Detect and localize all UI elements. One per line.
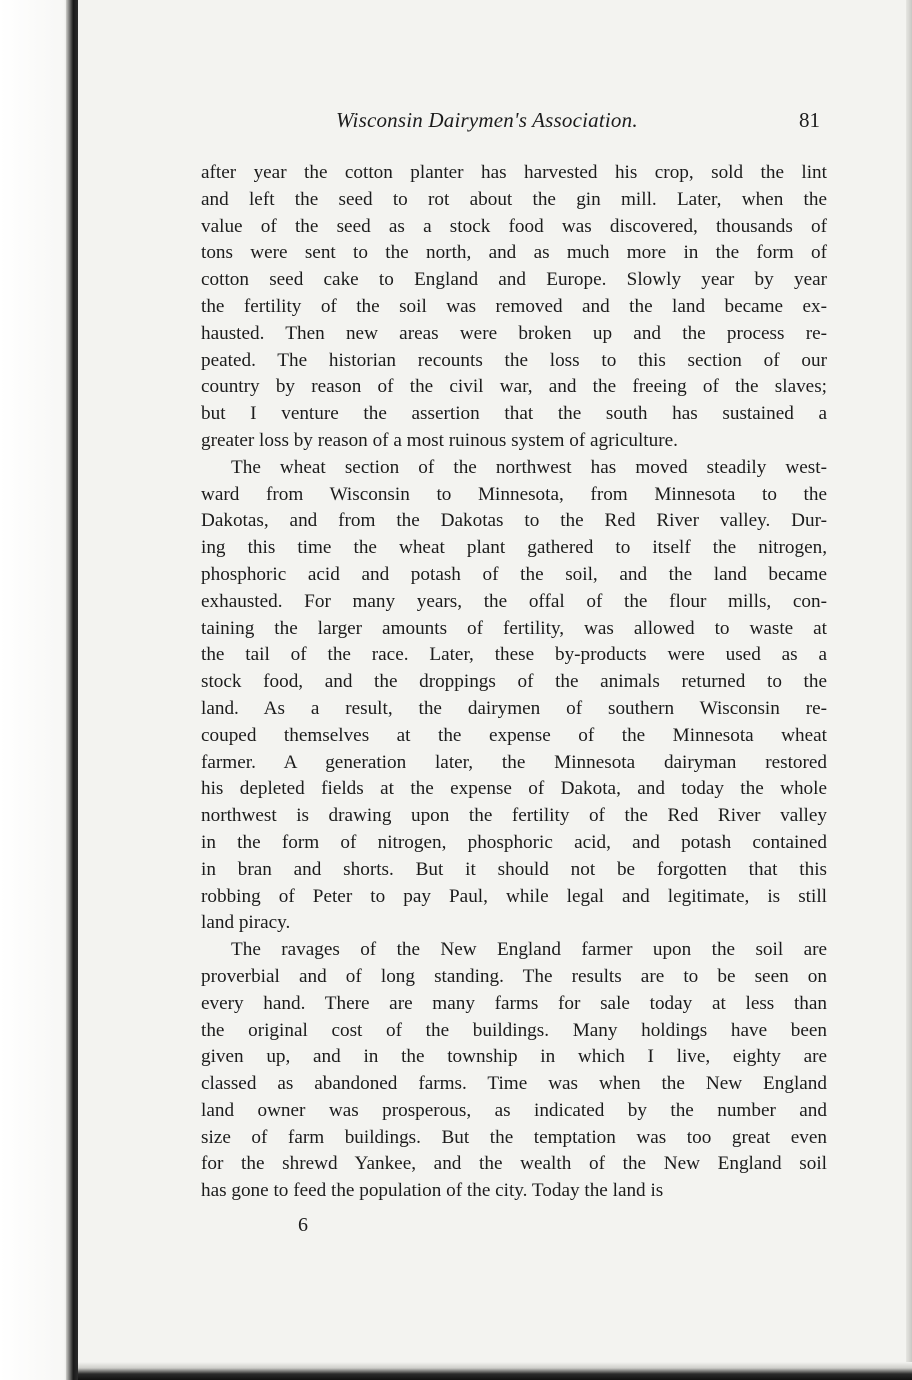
text-line: the tail of the race. Later, these by-products were used as a <box>201 644 827 666</box>
text-line: taining the larger amounts of fertility, was allowed to waste at <box>201 617 827 639</box>
text-line: classed as abandoned farms. Time was when the New England <box>201 1073 827 1095</box>
body-text <box>201 160 827 1205</box>
text-line: every hand. There are many farms for sale today at less than <box>201 992 827 1014</box>
text-line: northwest is drawing upon the fertility of the Red River valley <box>201 805 827 827</box>
text-line: couped themselves at the expense of the Minnesota wheat <box>201 724 827 746</box>
text-line: phosphoric acid and potash of the soil, and the land became <box>201 563 827 585</box>
text-line: hausted. Then new areas were broken up and the process re- <box>201 322 827 344</box>
text-line: but I venture the assertion that the south has sustained a <box>201 403 827 425</box>
running-header <box>200 108 832 134</box>
text-line: in the form of nitrogen, phosphoric acid, and potash contained <box>201 831 827 853</box>
text-line: farmer. A generation later, the Minnesota dairyman restored <box>201 751 827 773</box>
page-right-edge <box>906 0 912 1380</box>
text-line: and left the seed to rot about the gin mill. Later, when the <box>201 188 827 210</box>
text-line: Dakotas, and from the Dakotas to the Red River valley. Dur- <box>201 510 827 532</box>
running-title: Wisconsin Dairymen's Association. <box>336 108 638 132</box>
text-line: greater loss by reason of a most ruinous system of agriculture. <box>201 429 678 451</box>
text-line: proverbial and of long standing. The results are to be seen on <box>201 965 827 987</box>
text-line: after year the cotton planter has harvested his crop, sold the lint <box>201 162 827 183</box>
text-line: in bran and shorts. But it should not be forgotten that this <box>201 858 827 880</box>
text-line: for the shrewd Yankee, and the wealth of the New England soil <box>201 1153 827 1175</box>
text-line: stock food, and the droppings of the animals returned to the <box>201 671 827 693</box>
book-spine-shadow <box>66 0 78 1380</box>
text-line: country by reason of the civil war, and the freeing of the slaves; <box>201 376 827 398</box>
text-line: ing this time the wheat plant gathered to itself the nitrogen, <box>201 537 827 559</box>
text-line: tons were sent to the north, and as much more in the form of <box>201 242 827 264</box>
text-line: cotton seed cake to England and Europe. Slowly year by year <box>201 269 827 291</box>
text-line: has gone to feed the population of the city. Today the land is <box>201 1180 664 1202</box>
text-line: The ravages of the New England farmer upon the soil are <box>231 939 827 961</box>
page-number: 81 <box>799 108 820 132</box>
text-line: value of the seed as a stock food was discovered, thousands of <box>201 215 827 237</box>
text-line: robbing of Peter to pay Paul, while legal and legitimate, is still <box>201 885 827 907</box>
text-line: ward from Wisconsin to Minnesota, from Minnesota to the <box>201 483 827 505</box>
text-line: peated. The historian recounts the loss to this section of our <box>201 349 827 371</box>
signature-mark: 6 <box>298 1214 308 1236</box>
text-line: land owner was prosperous, as indicated by the number and <box>201 1099 827 1121</box>
text-line: the fertility of the soil was removed and the land became ex- <box>201 295 827 317</box>
text-line: The wheat section of the northwest has moved steadily west- <box>231 456 827 478</box>
text-line: the original cost of the buildings. Many holdings have been <box>201 1019 827 1041</box>
page-bottom-edge <box>78 1362 912 1380</box>
text-line: size of farm buildings. But the temptation was too great even <box>201 1126 827 1148</box>
text-line: land. As a result, the dairymen of southern Wisconsin re- <box>201 697 827 719</box>
text-line: his depleted fields at the expense of Dakota, and today the whole <box>201 778 827 800</box>
text-line: exhausted. For many years, the offal of the flour mills, con- <box>201 590 827 612</box>
text-line: given up, and in the township in which I live, eighty are <box>201 1046 827 1068</box>
text-line: land piracy. <box>201 912 291 934</box>
